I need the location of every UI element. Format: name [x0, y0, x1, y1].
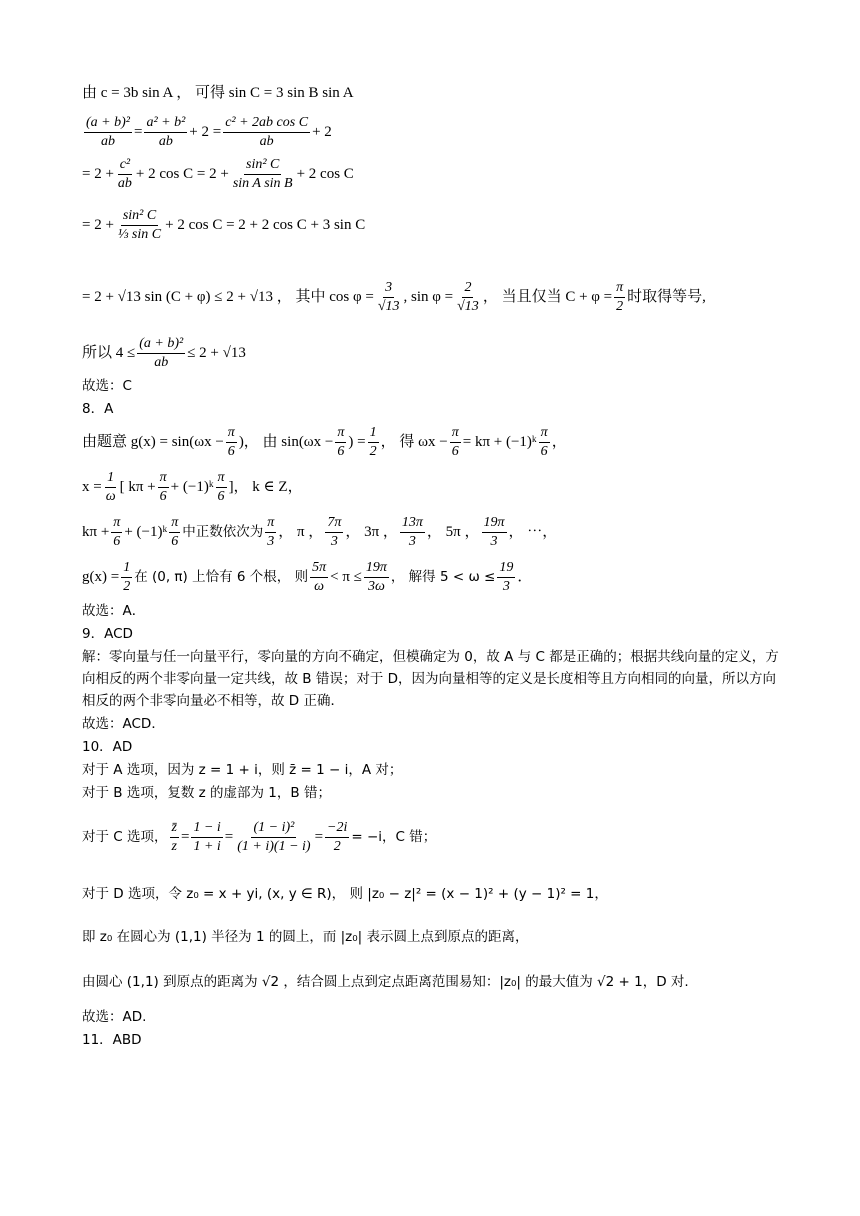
fraction: $\frac{\pi}{3}$ — [267, 514, 275, 549]
fraction: $\frac{\pi}{6}$ — [337, 424, 345, 459]
option-d-max-value: 由圆心 (1,1) 到原点的距离为 √2 ，结合圆上点到定点距离范围易知：|z₀| 的最大值为 √2 + 1，D 对. — [82, 974, 689, 990]
line-10: x = $\frac{1}{\omega}$ [ kπ + $\frac{\pi}{6}$ + (−1)ᵏ $\frac{\pi}{6}$ ]， k ∈ Z， — [82, 469, 303, 504]
fraction: $\frac{\text{sin² C}}{\text{sin A sin B}}$ — [232, 156, 293, 191]
fraction: $\frac{\pi}{6}$ — [159, 469, 167, 504]
question-11-heading: 11．ABD — [82, 1032, 142, 1048]
fraction: $\frac{\pi}{6}$ — [540, 424, 548, 459]
fraction: $\frac{\text{c² + 2ab cos C}}{ab}$ — [225, 114, 309, 149]
fraction: $\frac{19\pi}{3\omega}$ — [365, 559, 387, 594]
fraction: $\frac{\pi}{6}$ — [113, 514, 121, 549]
fraction: $\frac{1}{2}$ — [123, 559, 131, 594]
fraction: $\frac{\text{(a + b)²}}{ab}$ — [139, 335, 184, 370]
fraction: $\frac{\text{sin² C}}{\text{⅓ sin C}}$ — [117, 207, 162, 242]
fraction: $\frac{z̄}{z}$ — [171, 819, 177, 854]
option-d-circle-note: 即 z₀ 在圆心为 (1,1) 半径为 1 的圆上，而 |z₀| 表示圆上点到原点的距离， — [82, 929, 529, 945]
fraction: $\frac{\text{a² + b²}}{ab}$ — [146, 114, 186, 149]
option-c-analysis: 对于 C 选项， $\frac{z̄}{z}$ = $\frac{1 - i}{1 + i}$ = $\frac{\text{(1 − i)²}}{(1 + i)(1 - i)}$ = $\frac{-2i}{2}$ = −i，C 错； — [82, 819, 437, 854]
answer-7: 故选：C — [82, 378, 132, 394]
option-a-analysis: 对于 A 选项，因为 z = 1 + i，则 z̄ = 1 − i，A 对； — [82, 762, 403, 778]
fraction: $\frac{\pi}{6}$ — [171, 514, 179, 549]
fraction: $\frac{-2i}{2}$ — [327, 819, 348, 854]
fraction: $\frac{3}{√13}$ — [377, 279, 400, 314]
fraction: $\frac{1 - i}{1 + i}$ — [193, 819, 221, 854]
fraction: $\frac{13\pi}{3}$ — [401, 514, 423, 549]
fraction: $\frac{\text{c²}}{ab}$ — [117, 156, 132, 191]
fraction: $\frac{1}{2}$ — [369, 424, 377, 459]
line-12: g(x) = $\frac{1}{2}$ 在 (0, π) 上恰有 6 个根， 则 $\frac{5\pi}{\omega}$ < π ≤ $\frac{19\pi}{3\omega}$ ， 解得 5 < ω ≤ $\frac{19}{3}$ ． — [82, 559, 533, 594]
fraction: $\frac{2}{√13}$ — [457, 279, 479, 314]
answer-9: 故选：ACD． — [82, 716, 165, 732]
line-5: = 2 + √13 sin (C + φ) ≤ 2 + √13 ， 其中 cos φ = $\frac{3}{√13}$ , sin φ = $\frac{2}{√13}$ ， 当且仅当 C + φ = $\frac{\pi}{2}$ 时取得等号, — [82, 279, 706, 314]
fraction: $\frac{\pi}{6}$ — [217, 469, 225, 504]
fraction: $\frac{19\pi}{3}$ — [483, 514, 505, 549]
answer-8: 故选：A． — [82, 603, 146, 619]
fraction: $\frac{\text{(a + b)²}}{ab}$ — [86, 114, 130, 149]
line-4: = 2 + $\frac{\text{sin² C}}{\text{⅓ sin C}}$ + 2 cos C = 2 + 2 cos C + 3 sin C — [82, 207, 366, 242]
line-2: $\frac{\text{(a + b)²}}{ab}$ = $\frac{\text{a² + b²}}{ab}$ + 2 = $\frac{\text{c² + 2ab cos C}}{ab}$ + 2 — [86, 114, 332, 149]
fraction: $\frac{5\pi}{\omega}$ — [312, 559, 327, 594]
fraction: $\frac{\pi}{2}$ — [616, 279, 624, 314]
answer-10: 故选：AD. — [82, 1009, 147, 1025]
line-3: = 2 + $\frac{\text{c²}}{ab}$ + 2 cos C = 2 + $\frac{\text{sin² C}}{\text{sin A sin B}}$ + 2 cos C — [82, 156, 354, 191]
fraction: $\frac{19}{3}$ — [499, 559, 514, 594]
option-b-analysis: 对于 B 选项，复数 z 的虚部为 1，B 错； — [82, 785, 331, 801]
question-8-heading: 8．A — [82, 401, 114, 417]
fraction: $\frac{\pi}{6}$ — [227, 424, 235, 459]
line-9: 由题意 g(x) = sin(ωx − $\frac{\pi}{6}$ )， 由 sin(ωx − $\frac{\pi}{6}$ ) = $\frac{1}{2}$ ， 得 ωx − $\frac{\pi}{6}$ = kπ + (−1)ᵏ $\frac{\pi}{6}$ ， — [82, 424, 567, 459]
fraction: $\frac{7\pi}{3}$ — [327, 514, 342, 549]
option-d-analysis: 对于 D 选项，令 z₀ = x + yi, (x, y ∈ R)， 则 |z₀ − z|² = (x − 1)² + (y − 1)² = 1， — [82, 886, 608, 902]
fraction: $\frac{\text{(1 − i)²}}{(1 + i)(1 - i)}$ — [237, 819, 311, 854]
fraction: $\frac{1}{\omega}$ — [105, 469, 116, 504]
question-10-heading: 10．AD — [82, 739, 133, 755]
fraction: $\frac{\pi}{6}$ — [451, 424, 459, 459]
line-1: 由 c = 3b sin A ， 可得 sin C = 3 sin B sin A — [82, 85, 354, 101]
question-9-heading: 9．ACD — [82, 626, 133, 642]
solution-9-paragraph: 解：零向量与任一向量平行，零向量的方向不确定，但模确定为 0，故 A 与 C 都是正确的；根据共线向量的定义，方向相反的两个非零向量一定共线，故 B 错误；对于 D，因为向量相等的定义是长度相等且方向相同的向量，所以方向相反的两个非零向量必不相等，故 D 正确． — [82, 649, 779, 709]
line-11: kπ + $\frac{\pi}{6}$ + (−1)ᵏ $\frac{\pi}{6}$ 中正数依次为 $\frac{\pi}{3}$ ， π ， $\frac{7\pi}{3}$ ， 3π ， $\frac{13\pi}{3}$ ， 5π ， $\frac{19\pi}{3}$ ， ⋯， — [82, 514, 558, 549]
line-6: 所以 4 ≤ $\frac{\text{(a + b)²}}{ab}$ ≤ 2 + √13 — [82, 335, 246, 370]
